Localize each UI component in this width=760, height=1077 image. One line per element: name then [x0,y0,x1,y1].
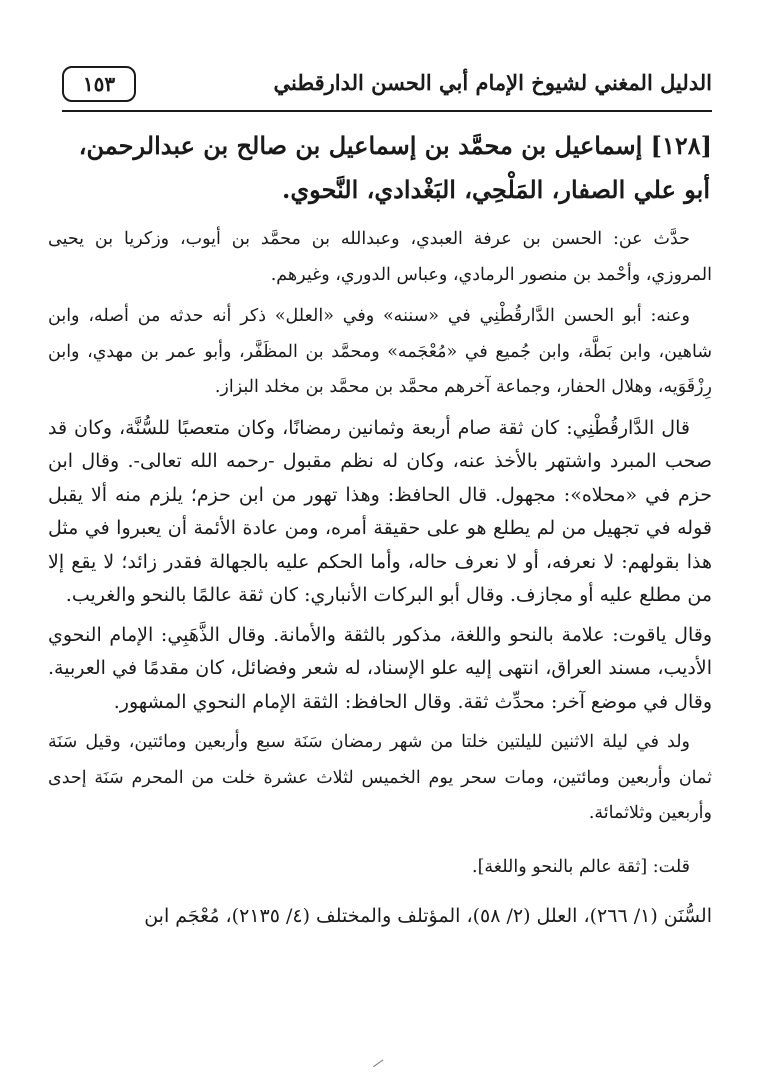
entry-body [48,222,712,941]
entry-heading [48,124,712,212]
paragraph-teachers: حدَّث عن: الحسن بن عرفة العبدي، وعبدالله بن محمَّد بن أيوب، وزكريا بن يحيى المروزي، وأحْمد بن منصور الرمادي، وعباس الدوري، وغيرهم. [48,229,712,285]
paragraph-other-opinions: وقال ياقوت: علامة بالنحو واللغة، مذكور بالثقة والأمانة. وقال الذَّهَبِي: الإمام النحوي الأديب، مسند العراق، انتهى إليه علو الإسناد، له شعر وفضائل، كان مقدمًا في العربية. وقال في موضع آخر: محدِّث ثقة. وقال الحافظ: الثقة الإمام النحوي المشهور. [48,623,712,713]
entry-heading-kunya: أبو علي الصفار، المَلْحِي، البَغْدادي، النَّحوي. [282,175,710,204]
entry-heading-name: [١٢٨] إسماعيل بن محمَّد بن إسماعيل بن صالح بن عبدالرحمن، [78,131,712,160]
paragraph-daraqutni-opinion: قال الدَّارقُطْنِي: كان ثقة صام أربعة وثمانين رمضانًا، وكان متعصبًا للسُّنَّة، وكان قد صحب المبرد واشتهر بالأخذ عنه، وكان له نظم مقبول -رحمه الله تعالى-. وقال ابن حزم في «محلاه»: مجهول. قال الحافظ: وهذا تهور من ابن حزم؛ يلزم منه ألا يقبل قوله في تجهيل من لم يطلع هو على حقيقة أمره، ومن عادة الأئمة أن يعبروا في مثل هذا بقولهم: لا نعرفه، أو لا نعرف حاله، وأما الحكم عليه بالجهالة فقدر زائد؛ لا يقع إلا من مطلع عليه أو مجازف. وقال أبو البركات الأنباري: كان ثقة عالمًا بالنحو والغريب. [48,416,712,606]
paragraph-birth-death: ولد في ليلة الاثنين لليلتين خلتا من شهر رمضان سَنَة سبع وأربعين ومائتين، وقيل سَنَة ثمان وأربعين ومائتين، ومات سحر يوم الخميس لثلاث عشرة خلت من المحرم سَنَة إحدى وأربعين وثلاثمائة. [48,732,712,823]
header-divider [62,110,712,112]
author-note: قلت: [ثقة عالم بالنحو واللغة]. [472,856,690,877]
running-header [62,64,712,108]
paragraph-students: وعنه: أبو الحسن الدَّارقُطْنِي في «سننه» وفي «العلل» ذكر أنه حدثه من أصله، وابن شاهين، وابن بَطَّة، وابن جُميع في «مُعْجَمه» ومحمَّد بن المظَفَّر، وأبو عمر بن مهدي، وابن رِزْقَوَيه، وهلال الحفار، وجماعة آخرهم محمَّد بن محمَّد بن مخلد البزاز. [48,306,712,397]
book-title: الدليل المغني لشيوخ الإمام أبي الحسن الدارقطني [273,70,712,95]
sources-line: السُّنَن (١/ ٢٦٦)، العلل (٢/ ٥٨)، المؤتلف والمختلف (٤/ ٢١٣٥)، مُعْجَم ابن [144,905,712,927]
page-number: ١٥٣ [62,66,136,102]
scan-mark [373,1060,389,1076]
